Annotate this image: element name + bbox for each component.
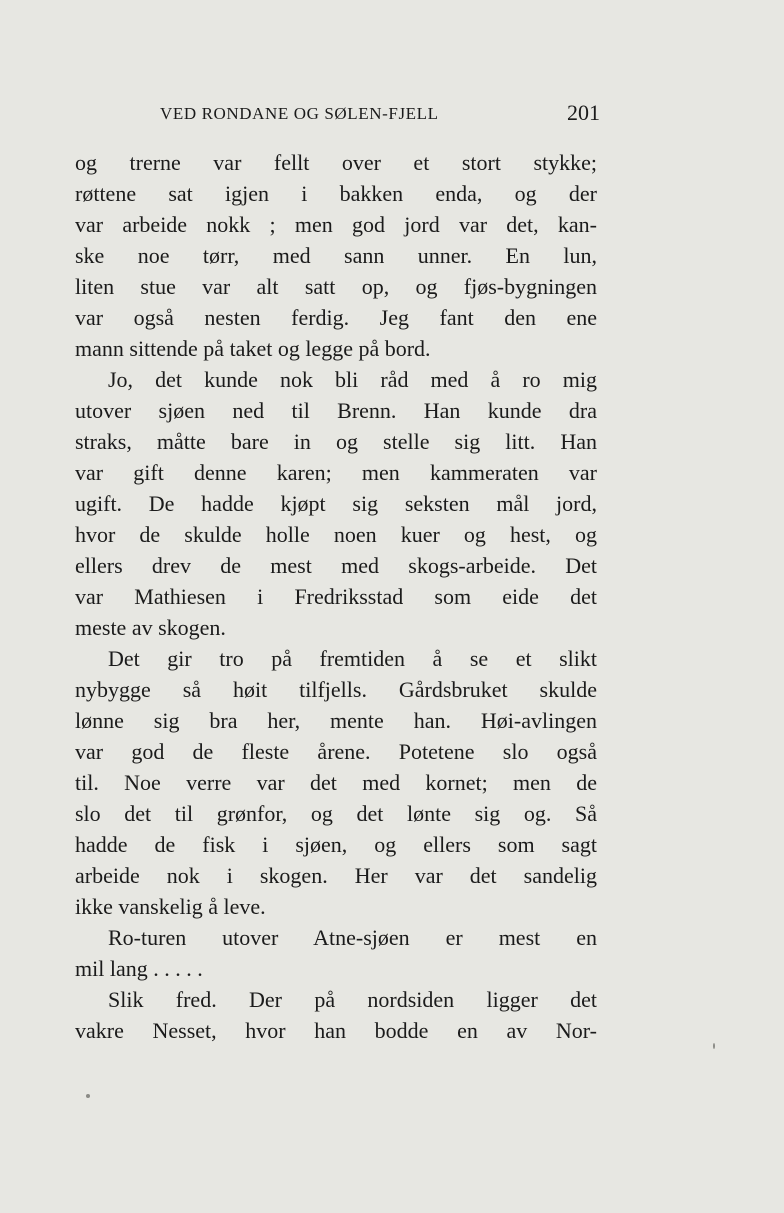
text-line: nybygge så høit tilfjells. Gårdsbruket skulde [75, 677, 597, 702]
text-line: og trerne var fellt over et stort stykke; [75, 150, 597, 175]
text-line: hadde de fisk i sjøen, og ellers som sagt [75, 832, 597, 857]
text-line: utover sjøen ned til Brenn. Han kunde dra [75, 398, 597, 423]
text-line: Ro-turen utover Atne-sjøen er mest en [108, 925, 597, 950]
text-line: meste av skogen. [75, 615, 226, 640]
text-line: Slik fred. Der på nordsiden ligger det [108, 987, 597, 1012]
text-line: slo det til grønfor, og det lønte sig og. Så [75, 801, 597, 826]
running-head: VED RONDANE OG SØLEN-FJELL [160, 104, 439, 123]
text-line: Jo, det kunde nok bli råd med å ro mig [108, 367, 597, 392]
text-line: var gift denne karen; men kammeraten var [75, 460, 597, 485]
text-line: Det gir tro på fremtiden å se et slikt [108, 646, 597, 671]
text-line: var god de fleste årene. Potetene slo også [75, 739, 597, 764]
text-line: ellers drev de mest med skogs-arbeide. Det [75, 553, 597, 578]
page-header [160, 100, 600, 130]
text-line: mil lang . . . . . [75, 956, 203, 981]
text-line: var Mathiesen i Fredriksstad som eide det [75, 584, 597, 609]
text-line: var også nesten ferdig. Jeg fant den ene [75, 305, 597, 330]
text-line: mann sittende på taket og legge på bord. [75, 336, 431, 361]
body-text [75, 147, 597, 1046]
paper-speck [713, 1043, 715, 1049]
text-line: vakre Nesset, hvor han bodde en av Nor- [75, 1018, 597, 1043]
paper-speck [86, 1094, 90, 1098]
text-line: liten stue var alt satt op, og fjøs-bygningen [75, 274, 597, 299]
text-line: lønne sig bra her, mente han. Høi-avlingen [75, 708, 597, 733]
text-line: hvor de skulde holle noen kuer og hest, og [75, 522, 597, 547]
text-line: var arbeide nokk ; men god jord var det, kan- [75, 212, 597, 237]
text-line: til. Noe verre var det med kornet; men de [75, 770, 597, 795]
text-line: ikke vanskelig å leve. [75, 894, 266, 919]
text-line: ske noe tørr, med sann unner. En lun, [75, 243, 597, 268]
text-line: røttene sat igjen i bakken enda, og der [75, 181, 597, 206]
page-number: 201 [567, 100, 600, 125]
text-line: straks, måtte bare in og stelle sig litt. Han [75, 429, 597, 454]
text-line: ugift. De hadde kjøpt sig seksten mål jord, [75, 491, 597, 516]
text-line: arbeide nok i skogen. Her var det sandelig [75, 863, 597, 888]
